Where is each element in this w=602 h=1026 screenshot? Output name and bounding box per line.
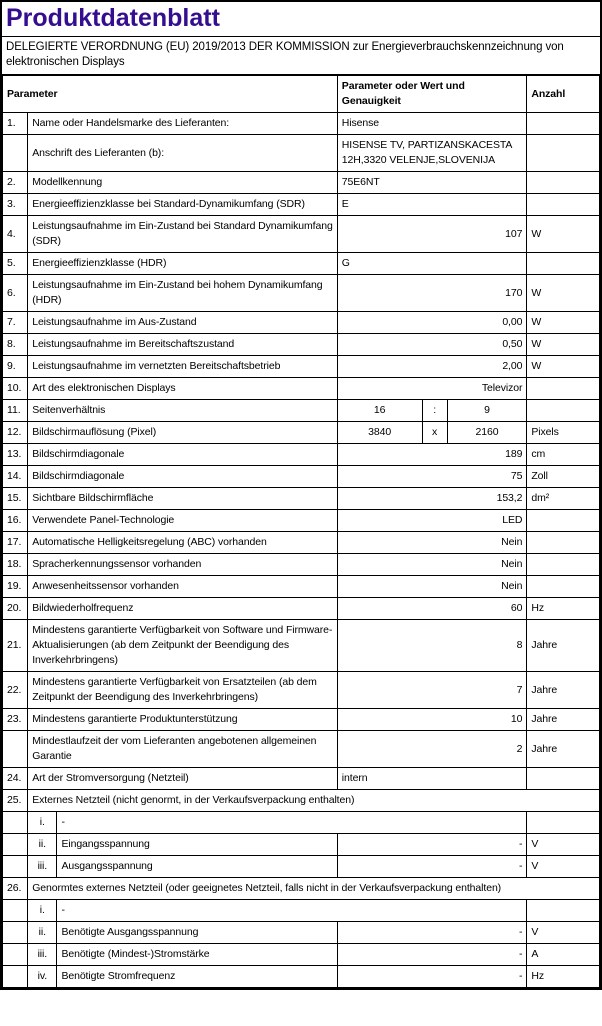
param-value: - — [337, 944, 527, 966]
row-number — [3, 834, 28, 856]
param-value-second: 2160 — [447, 422, 527, 444]
table-row — [3, 113, 600, 135]
row-number: 15. — [3, 488, 28, 510]
row-number: 12. — [3, 422, 28, 444]
row-number — [3, 812, 28, 834]
sub-row — [3, 834, 600, 856]
table-row — [3, 275, 600, 312]
header-value: Parameter oder Wert und Genauigkeit — [337, 76, 527, 113]
sub-row-number: iv. — [28, 966, 57, 988]
param-label: Name oder Handelsmarke des Lieferanten: — [28, 113, 338, 135]
sub-row-number: ii. — [28, 922, 57, 944]
sub-row — [3, 944, 600, 966]
table-row — [3, 216, 600, 253]
param-value: Nein — [337, 576, 527, 598]
table-row — [3, 466, 600, 488]
table-row — [3, 576, 600, 598]
param-unit: W — [527, 275, 600, 312]
param-label: Anschrift des Lieferanten (b): — [28, 135, 338, 172]
row-number: 25. — [3, 790, 28, 812]
row-number: 6. — [3, 275, 28, 312]
param-label: Leistungsaufnahme im Aus-Zustand — [28, 312, 338, 334]
param-unit: Jahre — [527, 731, 600, 768]
param-value: Nein — [337, 532, 527, 554]
table-row — [3, 135, 600, 172]
param-unit: dm² — [527, 488, 600, 510]
section-title: Genormtes externes Netzteil (oder geeignetes Netzteil, falls nicht in der Verkaufsverpackung enthalten) — [28, 878, 600, 900]
row-number: 17. — [3, 532, 28, 554]
param-label: Energieeffizienzklasse (HDR) — [28, 253, 338, 275]
param-label: Spracherkennungssensor vorhanden — [28, 554, 338, 576]
param-label: Benötigte Ausgangsspannung — [57, 922, 337, 944]
section-header-row — [3, 790, 600, 812]
param-label: Leistungsaufnahme im Ein-Zustand bei hohem Dynamikumfang (HDR) — [28, 275, 338, 312]
param-label: Eingangsspannung — [57, 834, 337, 856]
param-unit: V — [527, 834, 600, 856]
param-unit: cm — [527, 444, 600, 466]
row-number: 16. — [3, 510, 28, 532]
param-value: 75E6NT — [337, 172, 527, 194]
row-number: 14. — [3, 466, 28, 488]
param-label: Benötigte Stromfrequenz — [57, 966, 337, 988]
param-value: 189 — [337, 444, 527, 466]
table-row — [3, 400, 600, 422]
param-unit — [527, 768, 600, 790]
row-number: 11. — [3, 400, 28, 422]
param-value-first: 16 — [337, 400, 422, 422]
param-unit — [527, 194, 600, 216]
param-value: - — [337, 856, 527, 878]
sub-row — [3, 856, 600, 878]
param-unit — [527, 576, 600, 598]
table-row — [3, 768, 600, 790]
param-unit — [527, 113, 600, 135]
sub-row-number: iii. — [28, 944, 57, 966]
row-number: 26. — [3, 878, 28, 900]
sub-row-value: - — [57, 900, 527, 922]
row-number: 7. — [3, 312, 28, 334]
param-unit: W — [527, 356, 600, 378]
section-title: Externes Netzteil (nicht genormt, in der Verkaufsverpackung enthalten) — [28, 790, 600, 812]
table-row — [3, 620, 600, 672]
value-separator: : — [422, 400, 447, 422]
sub-row-number: iii. — [28, 856, 57, 878]
row-number: 13. — [3, 444, 28, 466]
sub-row — [3, 922, 600, 944]
param-label: Bildwiederholfrequenz — [28, 598, 338, 620]
param-value: 10 — [337, 709, 527, 731]
param-value: 8 — [337, 620, 527, 672]
row-number: 10. — [3, 378, 28, 400]
param-unit — [527, 135, 600, 172]
table-row — [3, 510, 600, 532]
param-label: Mindestlaufzeit der vom Lieferanten angebotenen allgemeinen Garantie — [28, 731, 338, 768]
row-number: 2. — [3, 172, 28, 194]
param-unit: A — [527, 944, 600, 966]
param-label: Anwesenheitssensor vorhanden — [28, 576, 338, 598]
param-unit: V — [527, 922, 600, 944]
param-unit — [527, 172, 600, 194]
param-unit — [527, 253, 600, 275]
param-unit: Hz — [527, 966, 600, 988]
param-unit — [527, 554, 600, 576]
param-unit: Jahre — [527, 709, 600, 731]
param-label: Art des elektronischen Displays — [28, 378, 338, 400]
sub-row — [3, 900, 600, 922]
row-number: 24. — [3, 768, 28, 790]
param-label: Automatische Helligkeitsregelung (ABC) vorhanden — [28, 532, 338, 554]
param-unit: W — [527, 312, 600, 334]
table-row — [3, 356, 600, 378]
table-row — [3, 422, 600, 444]
param-unit — [527, 900, 600, 922]
param-label: Bildschirmdiagonale — [28, 466, 338, 488]
page-subtitle: DELEGIERTE VERORDNUNG (EU) 2019/2013 DER KOMMISSION zur Energieverbrauchskennzeichnung von elektronischen Displays — [2, 36, 600, 75]
sub-row-number: i. — [28, 900, 57, 922]
param-label: Benötigte (Mindest-)Stromstärke — [57, 944, 337, 966]
table-header-row — [3, 76, 600, 113]
row-number: 5. — [3, 253, 28, 275]
param-value-second: 9 — [447, 400, 527, 422]
row-number: 18. — [3, 554, 28, 576]
row-number — [3, 856, 28, 878]
param-unit: Pixels — [527, 422, 600, 444]
sub-row-number: i. — [28, 812, 57, 834]
table-row — [3, 554, 600, 576]
row-number: 1. — [3, 113, 28, 135]
param-unit — [527, 510, 600, 532]
param-unit: W — [527, 334, 600, 356]
table-row — [3, 172, 600, 194]
param-value: 2 — [337, 731, 527, 768]
row-number: 3. — [3, 194, 28, 216]
table-row — [3, 444, 600, 466]
page-title: Produktdatenblatt — [6, 4, 220, 32]
param-label: Art der Stromversorgung (Netzteil) — [28, 768, 338, 790]
param-label: Bildschirmdiagonale — [28, 444, 338, 466]
param-label: Leistungsaufnahme im Bereitschaftszustand — [28, 334, 338, 356]
param-value: - — [337, 966, 527, 988]
param-value: 2,00 — [337, 356, 527, 378]
table-row — [3, 532, 600, 554]
param-unit — [527, 400, 600, 422]
param-value: 0,50 — [337, 334, 527, 356]
table-row — [3, 488, 600, 510]
param-unit — [527, 812, 600, 834]
row-number — [3, 900, 28, 922]
table-row — [3, 598, 600, 620]
param-label: Ausgangsspannung — [57, 856, 337, 878]
param-label: Mindestens garantierte Produktunterstützung — [28, 709, 338, 731]
param-value: 75 — [337, 466, 527, 488]
row-number: 9. — [3, 356, 28, 378]
param-unit: V — [527, 856, 600, 878]
param-value-first: 3840 — [337, 422, 422, 444]
param-unit: W — [527, 216, 600, 253]
header-anzahl: Anzahl — [527, 76, 600, 113]
row-number — [3, 966, 28, 988]
row-number: 23. — [3, 709, 28, 731]
row-number: 21. — [3, 620, 28, 672]
product-data-table — [2, 75, 600, 988]
row-number — [3, 135, 28, 172]
sub-row — [3, 812, 600, 834]
table-row — [3, 672, 600, 709]
param-value: intern — [337, 768, 527, 790]
param-unit: Jahre — [527, 620, 600, 672]
param-label: Modellkennung — [28, 172, 338, 194]
param-value: E — [337, 194, 527, 216]
param-unit — [527, 532, 600, 554]
param-value: - — [337, 922, 527, 944]
param-value: HISENSE TV, PARTIZANSKACESTA 12H,3320 VELENJE,SLOVENIJA — [337, 135, 527, 172]
sub-row — [3, 966, 600, 988]
param-value: Nein — [337, 554, 527, 576]
sub-row-value: - — [57, 812, 527, 834]
param-value: 0,00 — [337, 312, 527, 334]
table-row — [3, 334, 600, 356]
param-value: Televizor — [337, 378, 527, 400]
param-value: G — [337, 253, 527, 275]
row-number: 22. — [3, 672, 28, 709]
header-parameter: Parameter — [3, 76, 338, 113]
param-label: Leistungsaufnahme im Ein-Zustand bei Standard Dynamikumfang (SDR) — [28, 216, 338, 253]
row-number — [3, 922, 28, 944]
param-value: 107 — [337, 216, 527, 253]
param-unit: Zoll — [527, 466, 600, 488]
table-row — [3, 378, 600, 400]
sub-row-number: ii. — [28, 834, 57, 856]
param-value: 7 — [337, 672, 527, 709]
param-label: Leistungsaufnahme im vernetzten Bereitschaftsbetrieb — [28, 356, 338, 378]
table-row — [3, 312, 600, 334]
row-number: 20. — [3, 598, 28, 620]
table-row — [3, 194, 600, 216]
row-number — [3, 944, 28, 966]
row-number: 19. — [3, 576, 28, 598]
param-value: 153,2 — [337, 488, 527, 510]
param-unit: Jahre — [527, 672, 600, 709]
param-label: Energieeffizienzklasse bei Standard-Dynamikumfang (SDR) — [28, 194, 338, 216]
param-label: Mindestens garantierte Verfügbarkeit von Software und Firmware-Aktualisierungen (ab dem Zeitpunkt der Beendigung des Inverkehrbringens) — [28, 620, 338, 672]
param-label: Mindestens garantierte Verfügbarkeit von Ersatzteilen (ab dem Zeitpunkt der Beendigung des Inverkehrbringens) — [28, 672, 338, 709]
value-separator: x — [422, 422, 447, 444]
param-unit — [527, 378, 600, 400]
param-value: Hisense — [337, 113, 527, 135]
param-unit: Hz — [527, 598, 600, 620]
row-number: 4. — [3, 216, 28, 253]
param-value: LED — [337, 510, 527, 532]
param-label: Verwendete Panel-Technologie — [28, 510, 338, 532]
row-number — [3, 731, 28, 768]
section-header-row — [3, 878, 600, 900]
param-label: Sichtbare Bildschirmfläche — [28, 488, 338, 510]
param-value: 170 — [337, 275, 527, 312]
param-value: 60 — [337, 598, 527, 620]
row-number: 8. — [3, 334, 28, 356]
param-value: - — [337, 834, 527, 856]
table-row — [3, 709, 600, 731]
param-label: Bildschirmauflösung (Pixel) — [28, 422, 338, 444]
table-row — [3, 253, 600, 275]
param-label: Seitenverhältnis — [28, 400, 338, 422]
table-row — [3, 731, 600, 768]
